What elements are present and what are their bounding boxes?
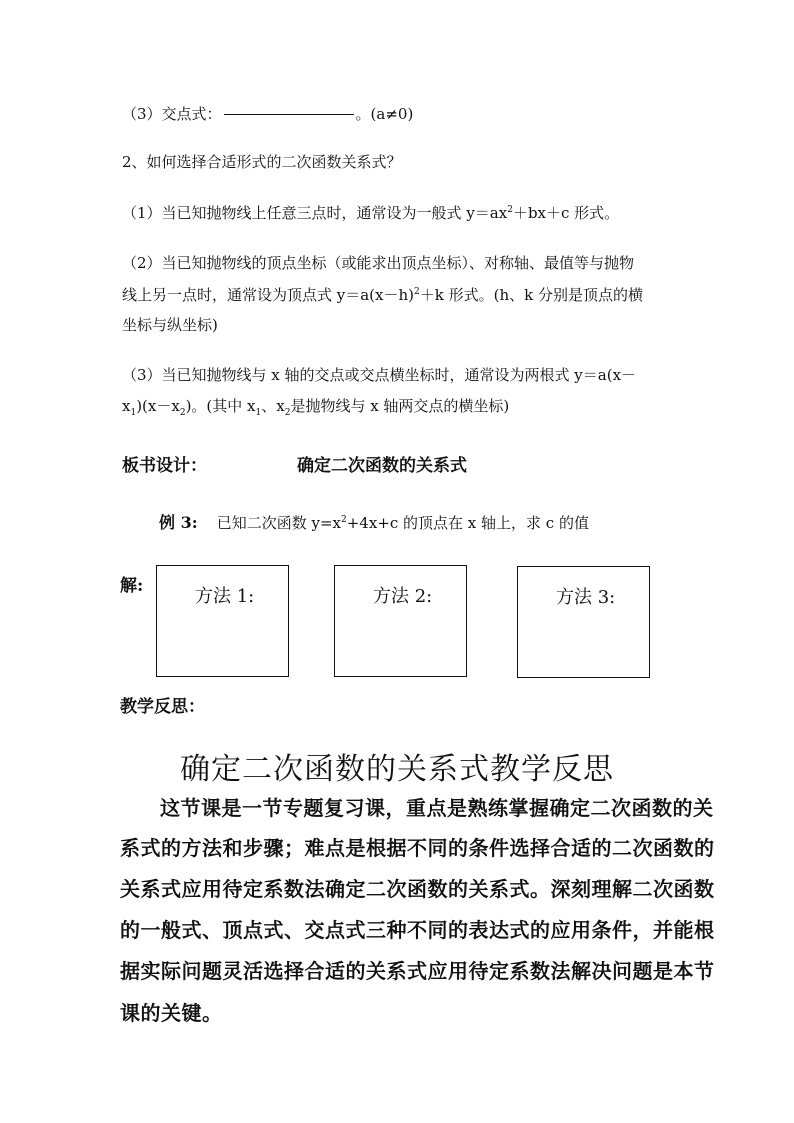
item3-prefix: （3）交点式：: [122, 105, 222, 123]
case-3-sub-2: 2: [179, 408, 186, 418]
reflection-title: 确定二次函数的关系式教学反思: [180, 752, 614, 787]
answer-blank: [224, 114, 354, 115]
case-3-sub-3: 1: [255, 408, 262, 418]
case-2-line-2: [122, 284, 643, 305]
example-label: 例 3:: [159, 513, 198, 532]
reflection-label: 教学反思：: [120, 697, 205, 717]
case-1-text: （1）当已知抛物线上任意三点时，通常设为一般式 y＝ax: [122, 204, 508, 222]
reflection-line-1: 这节课是一节专题复习课，重点是熟练掌握确定二次函数的关: [160, 796, 714, 820]
case-2-line-3: 坐标与纵坐标): [122, 316, 218, 334]
reflection-line-2: 系式的方法和步骤；难点是根据不同的条件选择合适的二次函数的: [120, 836, 715, 860]
case-3-sub-4: 2: [284, 408, 291, 418]
item3-line: [122, 103, 413, 124]
method-box-3: [517, 566, 650, 678]
case-2-sup: 2: [414, 287, 420, 297]
case-3-seg-d: 、x: [261, 397, 285, 415]
case-2-text: 线上另一点时，通常设为顶点式 y＝a(x－h): [122, 286, 415, 304]
case-3-seg-e: 是抛物线与 x 轴两交点的横坐标): [290, 397, 510, 415]
item3-suffix: 。(a≠0): [355, 105, 414, 123]
method-3-label: 方法 3:: [556, 587, 616, 608]
case-3-sub-1: 1: [130, 408, 137, 418]
method-2-label: 方法 2:: [373, 586, 433, 607]
case-3-line-2: [122, 395, 509, 418]
board-label: 板书设计：: [122, 456, 207, 476]
example-text-start: 已知二次函数 y=x: [216, 514, 341, 532]
example-3: [159, 510, 589, 533]
method-box-1: [156, 565, 289, 677]
reflection-line-6: 课的关键。: [120, 1001, 223, 1025]
case-3-line-1: （3）当已知抛物线与 x 轴的交点或交点横坐标时，通常设为两根式 y＝a(x－: [122, 366, 637, 384]
board-title: 确定二次函数的关系式: [297, 456, 467, 476]
case-1: [122, 202, 619, 223]
case-3-seg-b: )(x－x: [136, 397, 180, 415]
question-2: 2、如何选择合适形式的二次函数关系式？: [122, 153, 402, 171]
reflection-line-3: 关系式应用待定系数法确定二次函数的关系式。深刻理解二次函数: [120, 877, 715, 901]
case-3-seg-a: x: [122, 397, 131, 415]
example-text-end: +4x+c 的顶点在 x 轴上，求 c 的值: [346, 514, 589, 532]
case-3-seg-c: )。(其中 x: [185, 397, 256, 415]
case-1-text-end: ＋bx＋c 形式。: [512, 204, 620, 222]
reflection-line-4: 的一般式、顶点式、交点式三种不同的表达式的应用条件，并能根: [120, 918, 715, 942]
reflection-line-5: 据实际问题灵活选择合适的关系式应用待定系数法解决问题是本节: [120, 959, 715, 983]
method-box-2: [334, 565, 467, 677]
solution-label: 解:: [120, 576, 144, 596]
example-sup: 2: [341, 515, 347, 525]
case-1-sup: 2: [507, 205, 513, 215]
example-text: [217, 514, 589, 532]
method-1-label: 方法 1:: [195, 586, 255, 607]
case-2-text-end: ＋k 形式。(h、k 分别是顶点的横: [419, 286, 643, 304]
case-2-line-1: （2）当已知抛物线的顶点坐标（或能求出顶点坐标）、对称轴、最值等与抛物: [122, 254, 635, 272]
